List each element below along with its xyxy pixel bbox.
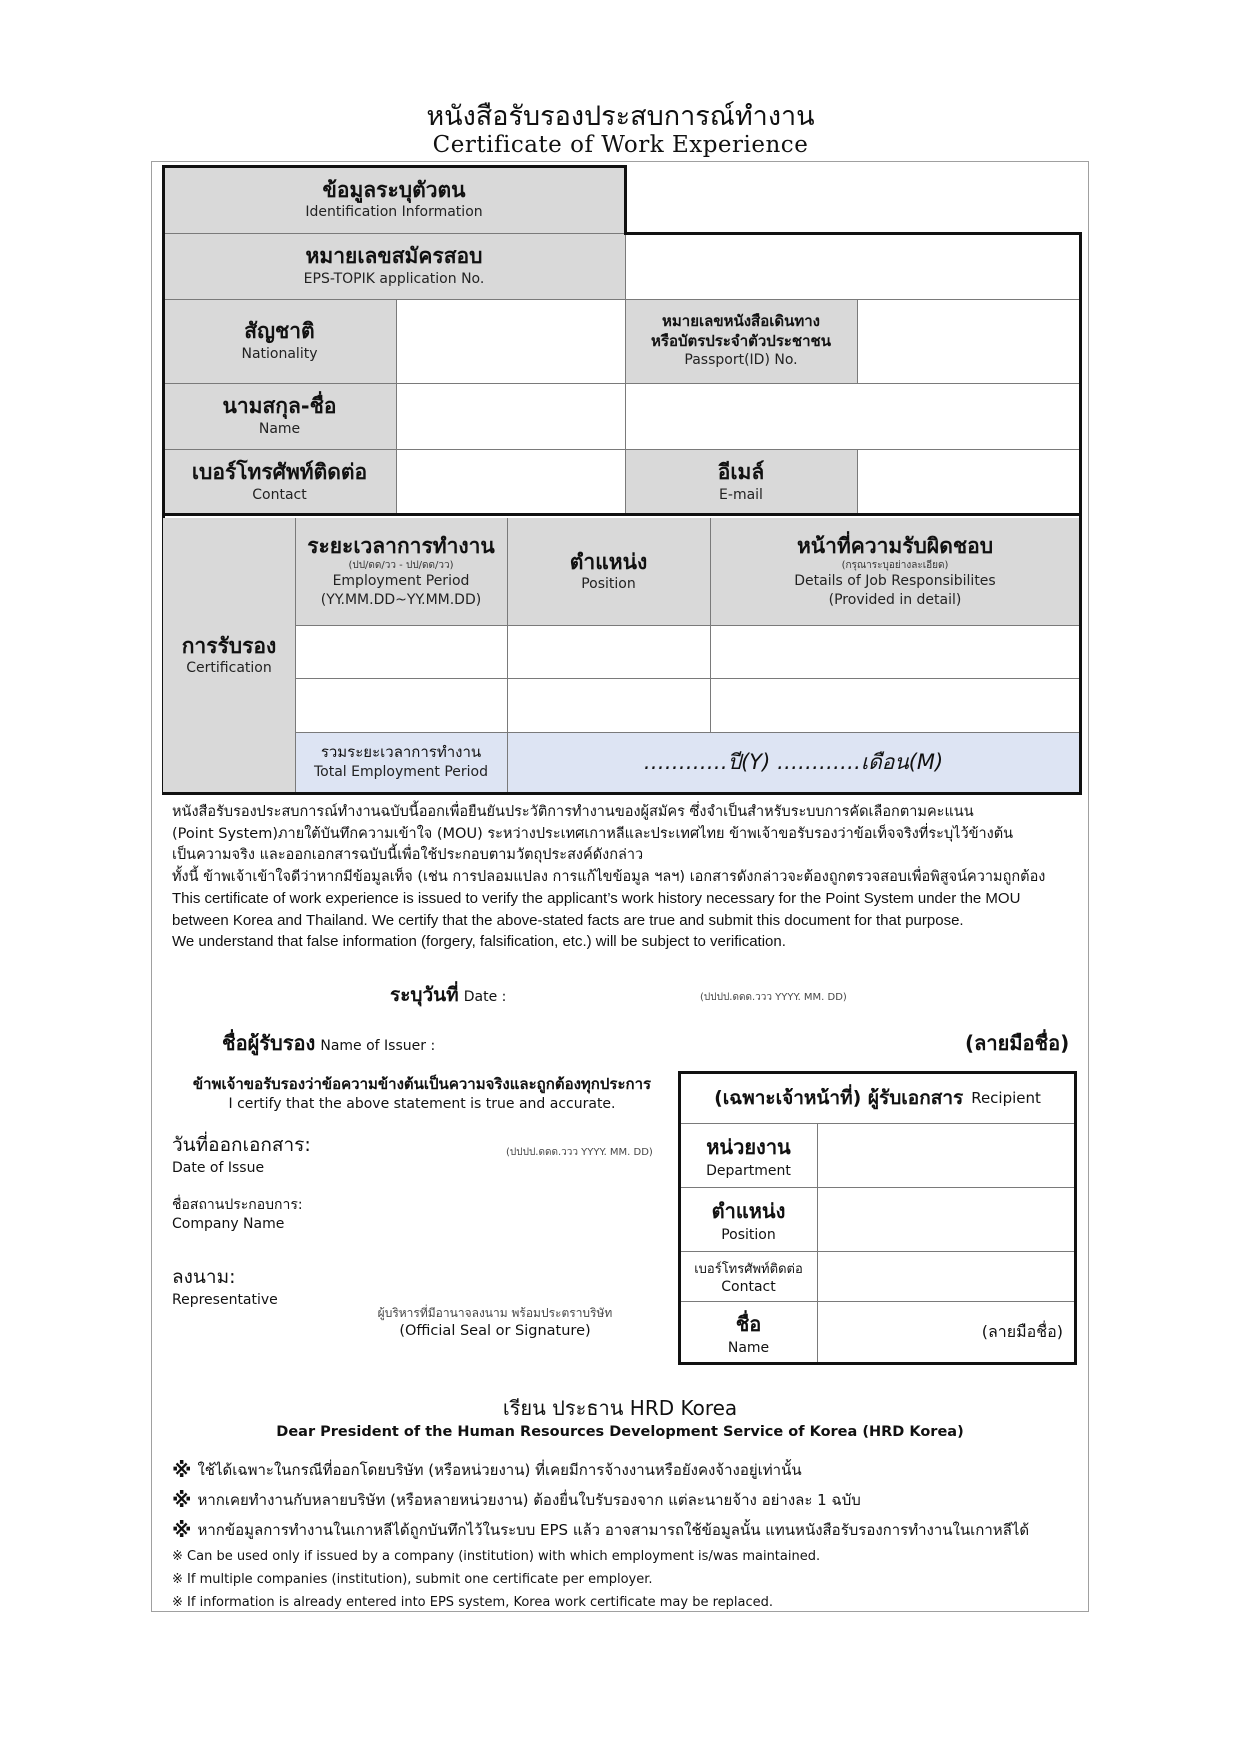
- note-item: [172, 1485, 1072, 1515]
- label-thai: วันที่ออกเอกสาร:: [172, 1134, 311, 1156]
- label-english: Name: [727, 1340, 770, 1356]
- row2-position-field[interactable]: [507, 678, 710, 732]
- label-thai-line1: หมายเลขหนังสือเดินทาง: [662, 312, 820, 331]
- note-item: [172, 1545, 1072, 1568]
- label-english: Total Employment Period: [314, 763, 488, 780]
- label-thai: ตำแหน่ง: [711, 1199, 786, 1223]
- document-title-english: Certificate of Work Experience: [432, 132, 809, 158]
- label-thai: เบอร์โทรศัพท์ติดต่อ: [694, 1261, 803, 1277]
- issuer-label-thai: ชื่อผู้รับรอง: [222, 1031, 316, 1055]
- header-hint: (กรุณาระบุอย่างละเอียด): [841, 560, 949, 572]
- nationality-label: [163, 299, 396, 383]
- label-english: Contact: [252, 486, 307, 503]
- application-no-label: [163, 233, 625, 299]
- label-english: Position: [721, 1227, 776, 1243]
- header-note: (Provided in detail): [828, 592, 962, 609]
- note-item: [172, 1515, 1072, 1545]
- divider: [625, 233, 626, 515]
- label-english: EPS-TOPIK application No.: [303, 270, 485, 287]
- border: [678, 1362, 1077, 1365]
- reference-mark-icon: ※: [172, 1549, 183, 1564]
- statement-thai-line: ทั้งนี้ ข้าพเจ้าเข้าใจดีว่าหากมีข้อมูลเท็จ (เช่น การปลอมแปลง การแก้ไขข้อมูล ฯลฯ) เอกสารดังกล่าวจะต้องถูกตรวจสอบเพื่อพิสูจน์ความถูกต้อง: [172, 868, 1046, 885]
- recipient-position-label: [680, 1187, 817, 1251]
- border: [162, 165, 627, 168]
- note-item: [172, 1591, 1072, 1614]
- border: [162, 513, 1082, 516]
- reference-mark-icon: ※: [172, 1518, 192, 1542]
- name-field[interactable]: [396, 383, 1080, 449]
- divider: [507, 518, 508, 793]
- passport-field[interactable]: [857, 299, 1080, 383]
- representative-label: [172, 1262, 278, 1308]
- divider: [295, 678, 1080, 679]
- note-item: [172, 1568, 1072, 1591]
- addressee-thai: เรียน ประธาน HRD Korea: [502, 1396, 738, 1420]
- divider: [295, 518, 296, 793]
- identification-section-header: [163, 166, 625, 233]
- border: [678, 1071, 1077, 1074]
- contact-field[interactable]: [396, 449, 625, 515]
- recipient-contact-field[interactable]: [817, 1251, 1075, 1301]
- border: [162, 792, 1082, 795]
- note-text: ใช้ได้เฉพาะในกรณีที่ออกโดยบริษัท (หรือหน่วยงาน) ที่เคยมีการจ้างงานหรือยังคงจ้างอยู่เท่านั้น: [197, 1461, 802, 1479]
- label-thai: การรับรอง: [181, 633, 277, 658]
- border: [1079, 232, 1082, 515]
- divider: [857, 299, 858, 383]
- issuer-signature-label: (ลายมือชื่อ): [965, 1031, 1070, 1055]
- addressee-english: Dear President of the Human Resources Development Service of Korea (HRD Korea): [276, 1424, 964, 1440]
- recipient-name-field[interactable]: (ลายมือชื่อ): [981, 1321, 1063, 1341]
- passport-label: [625, 299, 857, 383]
- date-format-hint: (ปปปป.ดดด.ววว YYYY. MM. DD): [700, 992, 847, 1003]
- header-thai: ระยะเวลาการทำงาน: [307, 533, 495, 558]
- row2-details-field[interactable]: [710, 678, 1080, 732]
- note-text: Can be used only if issued by a company (institution) with which employment is/was maintained.: [187, 1549, 821, 1564]
- date-of-issue-format: (ปปปป.ดดด.ววว YYYY. MM. DD): [506, 1147, 653, 1158]
- date-of-issue-label: [172, 1130, 311, 1176]
- reference-mark-icon: ※: [172, 1595, 183, 1610]
- label-thai: รวมระยะเวลาการทำงาน: [320, 743, 482, 762]
- header-thai: หน้าที่ความรับผิดชอบ: [796, 533, 994, 558]
- name-label: [163, 383, 396, 449]
- date-label-english: Date :: [463, 989, 507, 1005]
- header-thai: ตำแหน่ง: [569, 549, 648, 574]
- seal-note-thai: ผู้บริหารที่มีอานาจลงนาม พร้อมประตราบริษัท: [377, 1306, 613, 1320]
- date-line: [390, 980, 506, 1010]
- label-english: Nationality: [241, 345, 318, 362]
- row1-period-field[interactable]: [295, 625, 507, 678]
- section-title-english: Identification Information: [305, 204, 483, 221]
- label-english: Department: [706, 1163, 791, 1179]
- recipient-title-thai: (เฉพาะเจ้าหน้าที่) ผู้รับเอกสาร: [714, 1087, 964, 1109]
- date-label-thai: ระบุวันที่: [390, 984, 459, 1006]
- divider: [680, 1251, 1075, 1252]
- certification-label: [163, 518, 295, 793]
- label-english: Contact: [721, 1278, 776, 1295]
- divider: [680, 1123, 1075, 1124]
- label-english: Passport(ID) No.: [684, 352, 798, 369]
- document-title-thai: หนังสือรับรองประสบการณ์ทำงาน: [426, 101, 815, 132]
- certify-english: I certify that the above statement is true and accurate.: [228, 1096, 616, 1112]
- header-english: Employment Period: [332, 573, 470, 590]
- border: [678, 1071, 681, 1365]
- reference-mark-icon: ※: [172, 1488, 192, 1512]
- row2-period-field[interactable]: [295, 678, 507, 732]
- statement-english-line: between Korea and Thailand. We certify that the above-stated facts are true and submit this document for that purpose.: [172, 911, 964, 929]
- row1-position-field[interactable]: [507, 625, 710, 678]
- row1-details-field[interactable]: [710, 625, 1080, 678]
- label-english: Certification: [186, 660, 272, 677]
- column-header-position: [507, 518, 710, 625]
- contact-label: [163, 449, 396, 515]
- reference-mark-icon: ※: [172, 1572, 183, 1587]
- note-text: หากข้อมูลการทำงานในเกาหลีได้ถูกบันทึกไว้ในระบบ EPS แล้ว อาจสามารถใช้ข้อมูลนั้น แทนหนังสือรับรองการทำงานในเกาหลีได้: [197, 1521, 1030, 1539]
- statement-thai-line: (Point System)ภายใต้บันทึกความเข้าใจ (MOU) ระหว่างประเทศเกาหลีและประเทศไทย ข้าพเจ้าขอรับรองว่าข้อเท็จจริงที่ระบุไว้ข้างต้น: [172, 825, 1014, 842]
- border: [624, 165, 627, 235]
- date-of-issue-input[interactable]: [330, 1130, 500, 1170]
- recipient-department-field[interactable]: [817, 1123, 1075, 1187]
- column-header-employment-period: [295, 518, 507, 625]
- section-title-thai: ข้อมูลระบุตัวตน: [322, 177, 466, 202]
- border: [1079, 513, 1082, 795]
- total-period-field[interactable]: …………ปี(Y) …………เดือน(M): [507, 732, 1080, 793]
- divider: [295, 732, 1080, 733]
- label-english: Date of Issue: [172, 1160, 265, 1176]
- seal-note-english: (Official Seal or Signature): [399, 1323, 591, 1339]
- label-thai: หมายเลขสมัครสอบ: [305, 244, 483, 269]
- company-name-input[interactable]: [330, 1194, 660, 1234]
- recipient-position-field[interactable]: [817, 1187, 1075, 1251]
- recipient-department-label: [680, 1123, 817, 1187]
- statement-thai-line: เป็นความจริง และออกเอกสารฉบับนี้เพื่อใช้ประกอบตามวัตถุประสงค์ดังกล่าว: [172, 847, 644, 863]
- label-thai: สัญชาติ: [244, 319, 315, 344]
- company-name-label: [172, 1194, 303, 1232]
- label-english: Representative: [172, 1292, 278, 1308]
- divider: [163, 383, 1080, 384]
- email-label: [625, 449, 857, 515]
- divider: [680, 1187, 1075, 1188]
- header-hint: (ปป/ดด/วว - ปป/ดด/วว): [348, 560, 454, 572]
- issuer-name-line: [222, 1027, 435, 1059]
- notes-list: [172, 1455, 1072, 1614]
- header-format: (YY.MM.DD~YY.MM.DD): [320, 592, 482, 609]
- note-text: If information is already entered into EPS system, Korea work certificate may be replaced.: [187, 1595, 774, 1610]
- seal-note: [330, 1304, 660, 1339]
- recipient-contact-label: [680, 1251, 817, 1301]
- label-english: Name: [258, 420, 301, 437]
- divider: [817, 1123, 818, 1363]
- label-thai: อีเมล์: [717, 460, 765, 485]
- certify-statement: [172, 1072, 672, 1112]
- border: [624, 232, 1082, 235]
- column-header-job-details: [710, 518, 1080, 625]
- reference-mark-icon: ※: [172, 1458, 192, 1482]
- label-english: Company Name: [172, 1216, 285, 1232]
- issuer-label-english: Name of Issuer :: [320, 1038, 436, 1054]
- label-thai: ลงนาม:: [172, 1266, 236, 1288]
- recipient-header: [680, 1073, 1075, 1123]
- note-item: [172, 1455, 1072, 1485]
- note-text: หากเคยทำงานกับหลายบริษัท (หรือหลายหน่วยงาน) ต้องยื่นใบรับรองจาก แต่ละนายจ้าง อย่างละ 1 ฉบับ: [197, 1491, 861, 1509]
- certify-thai: ข้าพเจ้าขอรับรองว่าข้อความข้างต้นเป็นความจริงและถูกต้องทุกประการ: [192, 1075, 652, 1093]
- recipient-name-label: [680, 1301, 817, 1363]
- recipient-title-english: Recipient: [971, 1089, 1041, 1107]
- nationality-field[interactable]: [396, 299, 625, 383]
- label-thai: ชื่อสถานประกอบการ:: [172, 1197, 303, 1213]
- issuer-name-input[interactable]: [450, 1025, 950, 1055]
- statement-thai-line: หนังสือรับรองประสบการณ์ทำงานฉบับนี้ออกเพื่อยืนยันประวัติการทำงานของผู้สมัคร ซึ่งจำเป็นสำหรับระบบการคัดเลือกตามคะแนน: [172, 804, 974, 820]
- divider: [295, 625, 1080, 626]
- total-period-label: [295, 732, 507, 793]
- label-thai: ชื่อ: [735, 1312, 762, 1336]
- statement-block: [172, 802, 1072, 953]
- label-thai: หน่วยงาน: [706, 1135, 791, 1159]
- divider: [680, 1301, 1075, 1302]
- application-no-field[interactable]: [625, 233, 1080, 299]
- label-english: E-mail: [719, 486, 763, 503]
- label-thai: เบอร์โทรศัพท์ติดต่อ: [191, 460, 368, 485]
- statement-english-line: This certificate of work experience is issued to verify the applicant’s work history necessary for the Point System under the MOU: [172, 890, 1021, 907]
- email-field[interactable]: [857, 449, 1080, 515]
- divider: [163, 233, 625, 234]
- header-english: Position: [581, 576, 636, 593]
- divider: [396, 299, 397, 515]
- divider: [857, 449, 858, 515]
- label-thai: นามสกุล-ชื่อ: [222, 394, 337, 419]
- header-english: Details of Job Responsibilites: [794, 573, 996, 590]
- divider: [163, 449, 1080, 450]
- note-text: If multiple companies (institution), submit one certificate per employer.: [187, 1572, 653, 1587]
- statement-english-line: We understand that false information (forgery, falsification, etc.) will be subject to verification.: [172, 933, 786, 950]
- border: [1074, 1071, 1077, 1365]
- divider: [163, 299, 1080, 300]
- label-thai-line2: หรือบัตรประจำตัวประชาชน: [651, 331, 831, 350]
